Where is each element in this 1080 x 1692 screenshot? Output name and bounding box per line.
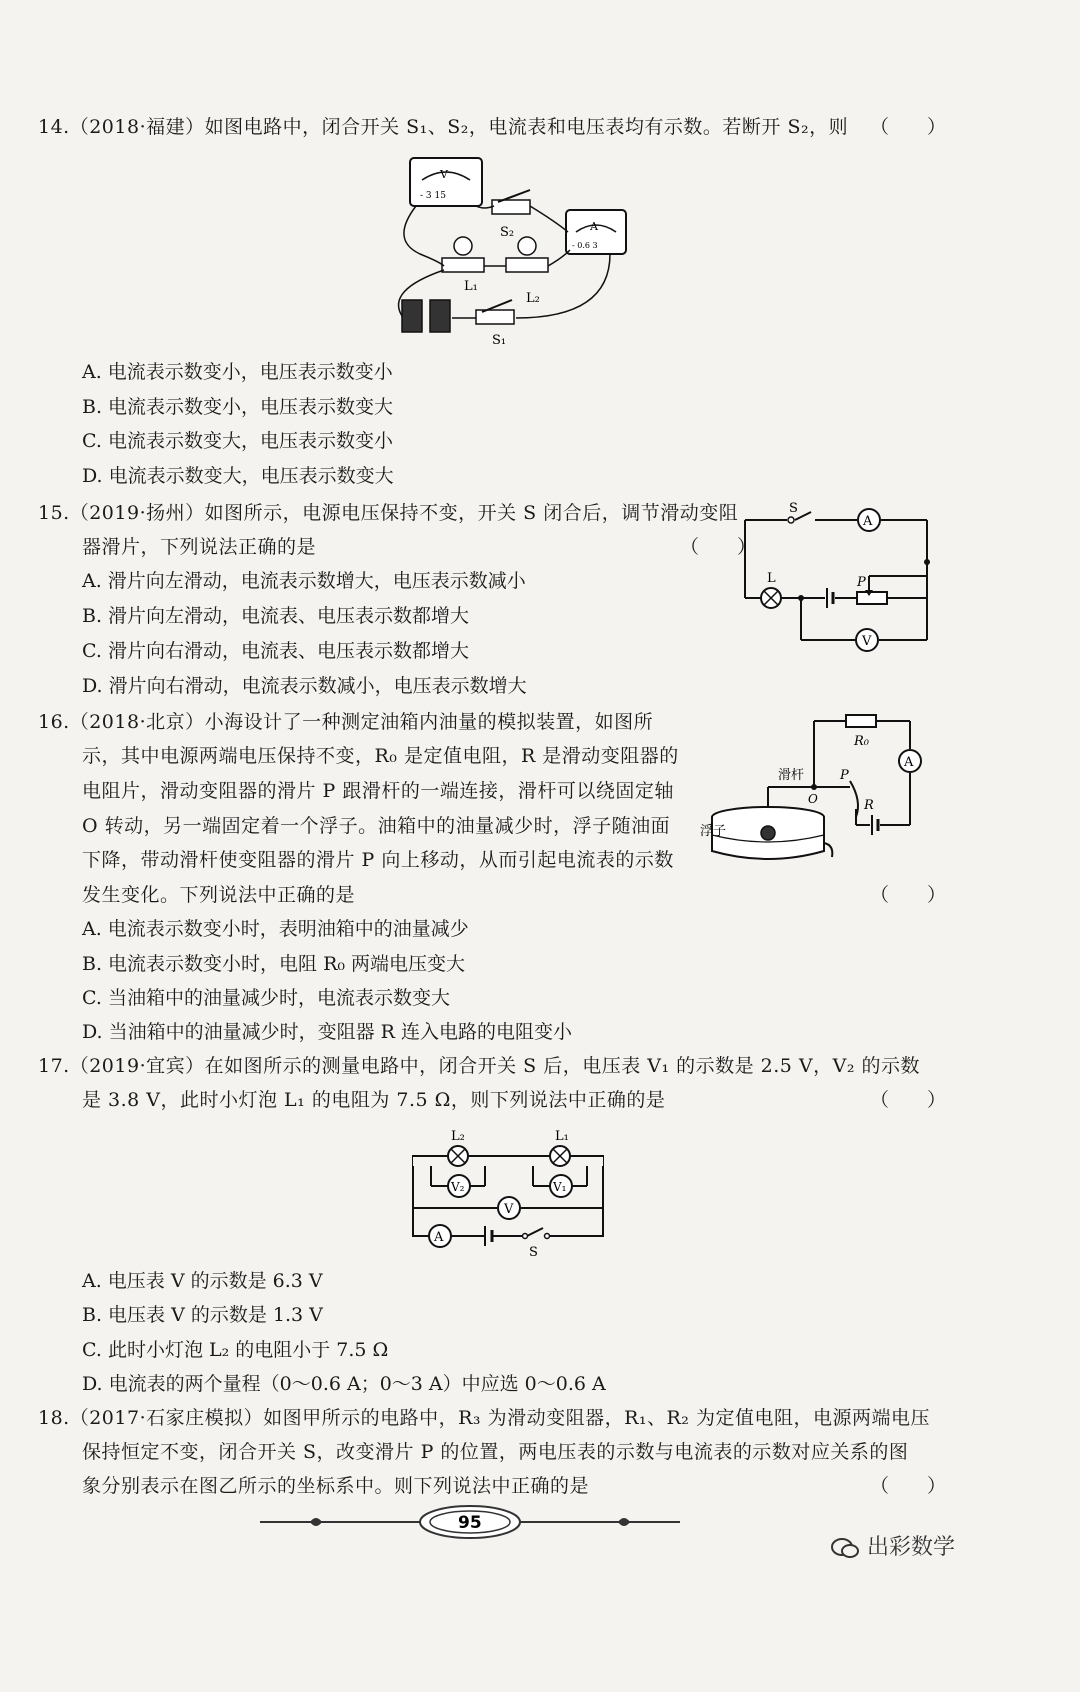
q15-option-a: A. 滑片向左滑动，电流表示数增大，电压表示数减小 <box>82 570 526 592</box>
switch-s1-icon <box>476 300 514 324</box>
q17-stem-line-2: 是 3.8 V，此时小灯泡 L₁ 的电阻为 7.5 Ω，则下列说法中正确的是 <box>82 1089 666 1111</box>
rheostat-icon <box>857 592 887 604</box>
q18-stem-line-3: 象分别表示在图乙所示的坐标系中。则下列说法中正确的是 <box>82 1475 590 1497</box>
q18-stem-line-2: 保持恒定不变，闭合开关 S，改变滑片 P 的位置，两电压表的示数与电流表的示数对应关系的图 <box>82 1441 909 1463</box>
q17-answer-bracket: （ ） <box>870 1089 947 1111</box>
q15-s-label: S <box>789 501 798 516</box>
q16-r-label: R <box>864 798 874 813</box>
q17-l2-label: L₂ <box>451 1129 465 1144</box>
q17-option-b: B. 电压表 V 的示数是 1.3 V <box>82 1304 323 1326</box>
resistor-r0-icon <box>846 715 876 727</box>
page-footer-ornament <box>250 1500 690 1544</box>
q14-v-label: V <box>440 168 448 181</box>
q14-stem: 14.（2018·福建）如图电路中，闭合开关 S₁、S₂，电流表和电压表均有示数。若断开 S₂，则 <box>38 116 849 138</box>
bulb-l2-icon <box>506 237 548 272</box>
q16-p-label: P <box>840 768 849 783</box>
q15-answer-bracket: （ ） <box>680 536 757 558</box>
switch-s-icon <box>523 1234 528 1239</box>
q17-v1-label: V₁ <box>553 1180 567 1194</box>
q14-s1-label: S₁ <box>492 333 507 348</box>
q15-l-label: L <box>767 571 776 586</box>
q17-circuit-figure <box>405 1120 615 1260</box>
q16-stem-line-4: O 转动，另一端固定着一个浮子。油箱中的油量减少时，浮子随油面 <box>82 815 671 837</box>
q17-option-c: C. 此时小灯泡 L₂ 的电阻小于 7.5 Ω <box>82 1339 389 1361</box>
q16-float-label: 浮子 <box>700 824 727 839</box>
q16-o-label: O <box>808 792 818 806</box>
ammeter-icon <box>566 210 626 254</box>
q15-option-b: B. 滑片向左滑动，电流表、电压表示数都增大 <box>82 605 470 627</box>
switch-s-icon <box>788 517 794 523</box>
q18-answer-bracket: （ ） <box>870 1475 947 1497</box>
q15-a-label: A <box>863 514 873 529</box>
page-number: 95 <box>458 1513 482 1533</box>
q15-stem-line-1: 15.（2019·扬州）如图所示，电源电压保持不变，开关 S 闭合后，调节滑动变阻 <box>38 502 739 524</box>
battery-icon <box>402 300 450 332</box>
q17-option-a: A. 电压表 V 的示数是 6.3 V <box>82 1270 323 1292</box>
q17-stem-line-1: 17.（2019·宜宾）在如图所示的测量电路中，闭合开关 S 后，电压表 V₁ 的示数是 2.5 V，V₂ 的示数 <box>38 1055 921 1077</box>
q15-circuit-figure <box>735 500 945 660</box>
q16-stem-line-6: 发生变化。下列说法中正确的是 <box>82 884 356 906</box>
q16-a-label: A <box>904 755 914 770</box>
q15-option-c: C. 滑片向右滑动，电流表、电压表示数都增大 <box>82 640 469 662</box>
q17-v-label: V <box>504 1202 514 1217</box>
q15-option-d: D. 滑片向右滑动，电流表示数减小，电压表示数增大 <box>82 675 527 697</box>
q14-answer-bracket: （ ） <box>870 116 947 138</box>
q16-stem-line-2: 示，其中电源两端电压保持不变，R₀ 是定值电阻，R 是滑动变阻器的 <box>82 745 679 767</box>
q15-stem-line-2: 器滑片，下列说法正确的是 <box>82 536 317 558</box>
q16-r0-label: R₀ <box>854 734 869 749</box>
q17-l1-label: L₁ <box>555 1129 569 1144</box>
watermark <box>830 1530 955 1561</box>
q14-v-scale: - 3 15 <box>420 191 446 201</box>
q16-answer-bracket: （ ） <box>870 884 947 906</box>
wechat-icon <box>830 1537 860 1559</box>
q14-circuit-figure <box>380 150 640 350</box>
q15-p-label: P <box>857 575 866 590</box>
q15-v-label: V <box>862 634 872 649</box>
q16-option-d: D. 当油箱中的油量减少时，变阻器 R 连入电路的电阻变小 <box>82 1021 573 1043</box>
q14-a-scale: - 0.6 3 <box>572 241 598 250</box>
q14-option-b: B. 电流表示数变小，电压表示数变大 <box>82 396 394 418</box>
q16-option-a: A. 电流表示数变小时，表明油箱中的油量减少 <box>82 918 469 940</box>
battery-icon <box>827 588 833 608</box>
q16-option-c: C. 当油箱中的油量减少时，电流表示数变大 <box>82 987 450 1009</box>
q16-rod-label: 滑杆 <box>778 768 805 783</box>
q17-s-label: S <box>529 1245 538 1260</box>
q14-option-a: A. 电流表示数变小，电压表示数变小 <box>82 361 393 383</box>
q14-a-label: A <box>590 220 598 233</box>
q17-v2-label: V₂ <box>451 1180 465 1194</box>
switch-s2-icon <box>492 190 530 214</box>
q17-option-d: D. 电流表的两个量程（0～0.6 A；0～3 A）中应选 0～0.6 A <box>82 1373 606 1395</box>
watermark-text: 出彩数学 <box>867 1535 956 1560</box>
float-icon <box>761 826 775 840</box>
q16-option-b: B. 电流表示数变小时，电阻 R₀ 两端电压变大 <box>82 953 466 975</box>
q14-l2-label: L₂ <box>526 291 540 306</box>
battery-icon <box>872 815 878 835</box>
voltmeter-icon <box>410 158 482 206</box>
bulb-l1-icon <box>442 237 484 272</box>
q16-oil-gauge-figure <box>700 705 940 885</box>
q14-option-c: C. 电流表示数变大，电压表示数变小 <box>82 430 393 452</box>
q16-stem-line-1: 16.（2018·北京）小海设计了一种测定油箱内油量的模拟装置，如图所 <box>38 711 654 733</box>
q16-stem-line-5: 下降，带动滑杆使变阻器的滑片 P 向上移动，从而引起电流表的示数 <box>82 849 674 871</box>
q17-a-label: A <box>434 1230 444 1245</box>
q14-s2-label: S₂ <box>500 225 515 240</box>
q16-stem-line-3: 电阻片，滑动变阻器的滑片 P 跟滑杆的一端连接，滑杆可以绕固定轴 <box>82 780 674 802</box>
q14-option-d: D. 电流表示数变大，电压表示数变大 <box>82 465 394 487</box>
q14-l1-label: L₁ <box>464 279 478 294</box>
q18-stem-line-1: 18.（2017·石家庄模拟）如图甲所示的电路中，R₃ 为滑动变阻器，R₁、R₂ 为定值电阻，电源两端电压 <box>38 1407 930 1429</box>
